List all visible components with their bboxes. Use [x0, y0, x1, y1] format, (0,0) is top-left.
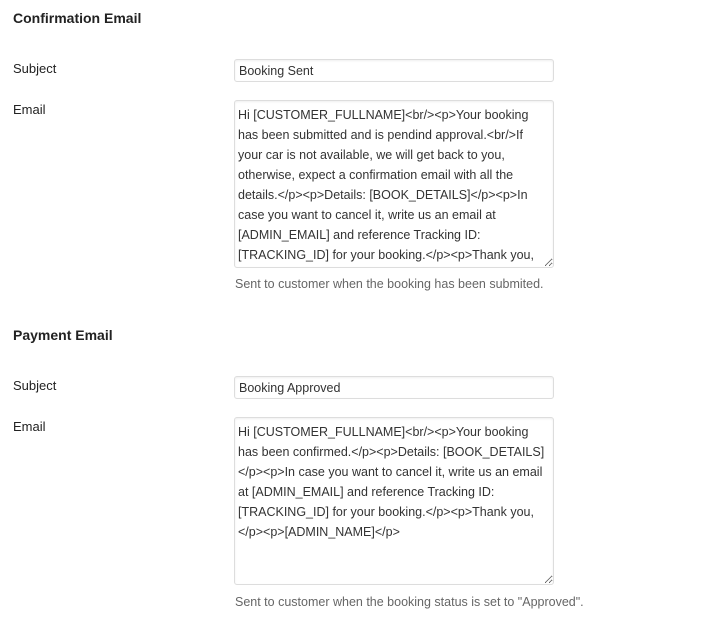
payment-email-textarea[interactable]: [234, 417, 554, 585]
confirmation-subject-label: Subject: [13, 61, 57, 76]
confirmation-email-heading: Confirmation Email: [13, 10, 142, 26]
payment-email-heading: Payment Email: [13, 327, 113, 343]
confirmation-subject-input[interactable]: [234, 59, 554, 82]
confirmation-email-description: Sent to customer when the booking has been submited.: [235, 277, 544, 291]
payment-subject-label: Subject: [13, 378, 57, 393]
payment-subject-input[interactable]: [234, 376, 554, 399]
confirmation-email-textarea[interactable]: [234, 100, 554, 268]
payment-email-label: Email: [13, 419, 46, 434]
payment-email-description: Sent to customer when the booking status is set to "Approved".: [235, 595, 584, 609]
confirmation-email-label: Email: [13, 102, 46, 117]
